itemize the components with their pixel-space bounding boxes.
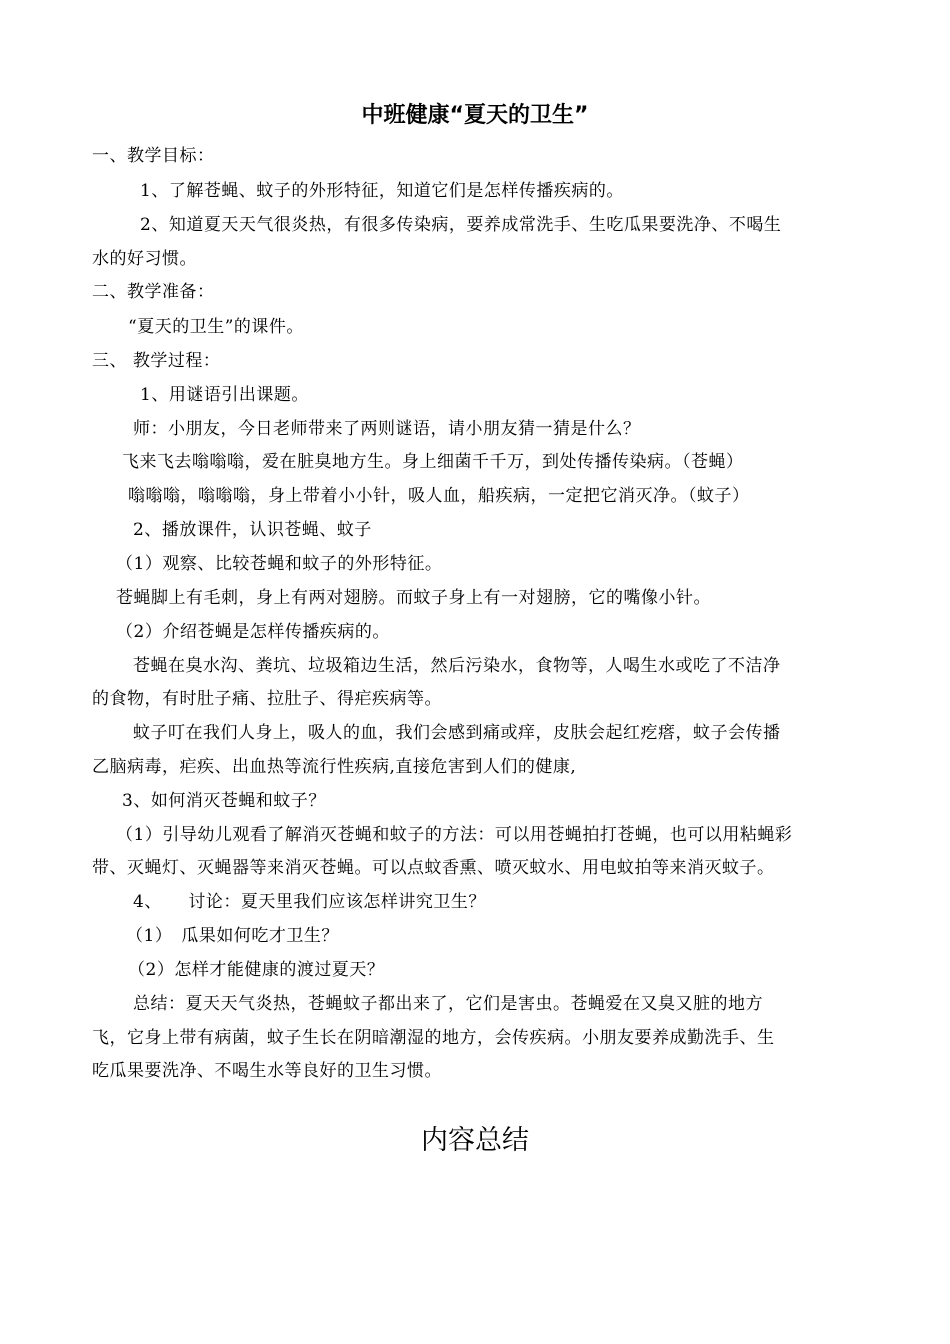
- discussion-question-2: （2）怎样才能健康的渡过夏天？: [128, 960, 385, 980]
- mosquito-disease-detail-continued: 乙脑病毒，疟疾、出血热等流行性疾病,直接危害到人们的健康,: [92, 757, 577, 777]
- preparation-item: “夏天的卫生”的课件。: [128, 317, 304, 337]
- teacher-intro: 师：小朋友，今日老师带来了两则谜语，请小朋友猜一猜是什么？: [133, 419, 641, 439]
- section-heading-process: 三、 教学过程：: [92, 351, 221, 371]
- elimination-methods: （1）引导幼儿观看了解消灭苍蝇和蚊子的方法：可以用苍蝇拍打苍蝇，也可以用粘蝇彩: [116, 825, 793, 845]
- fly-disease-detail-continued: 的食物，有时肚子痛、拉肚子、得疟疾病等。: [92, 689, 442, 709]
- substep-observe: （1）观察、比较苍蝇和蚊子的外形特征。: [116, 554, 443, 574]
- fly-disease-detail: 苍蝇在臭水沟、粪坑、垃圾箱边生活，然后污染水，食物等，人喝生水或吃了不洁净: [133, 656, 781, 676]
- document-title: 中班健康“夏天的卫生”: [361, 103, 589, 128]
- process-step-1: 1、用谜语引出课题。: [140, 385, 309, 405]
- riddle-mosquito: 嗡嗡嗡，嗡嗡嗡，身上带着小小针，吸人血，船疾病，一定把它消灭净。（蚊子）: [128, 486, 750, 506]
- section-heading-preparation: 二、教学准备：: [92, 282, 215, 302]
- goal-item-2-continued: 水的好习惯。: [92, 249, 197, 269]
- elimination-methods-continued: 带、灭蝇灯、灭蝇器等来消灭苍蝇。可以点蚊香熏、喷灭蚊水、用电蚊拍等来消灭蚊子。: [92, 858, 775, 878]
- summary-paragraph-line-2: 飞，它身上带有病菌，蚊子生长在阴暗潮湿的地方，会传疾病。小朋友要养成勤洗手、生: [92, 1028, 775, 1048]
- observe-detail: 苍蝇脚上有毛刺，身上有两对翅膀。而蚊子身上有一对翅膀，它的嘴像小针。: [116, 588, 711, 608]
- substep-fly-disease: （2）介绍苍蝇是怎样传播疾病的。: [116, 622, 390, 642]
- discussion-question-1: （1） 瓜果如何吃才卫生？: [126, 926, 339, 946]
- section-heading-goals: 一、教学目标：: [92, 146, 215, 166]
- summary-paragraph-line-1: 总结：夏天天气炎热，苍蝇蚊子都出来了，它们是害虫。苍蝇爱在又臭又脏的地方: [133, 994, 763, 1014]
- process-step-2: 2、播放课件，认识苍蝇、蚊子: [133, 520, 372, 540]
- content-summary-heading: 内容总结: [421, 1125, 529, 1156]
- goal-item-2: 2、知道夏天天气很炎热，有很多传染病，要养成常洗手、生吃瓜果要洗净、不喝生: [140, 215, 782, 235]
- riddle-fly: 飞来飞去嗡嗡嗡，爱在脏臭地方生。身上细菌千千万，到处传播传染病。（苍蝇）: [122, 452, 744, 472]
- goal-item-1: 1、了解苍蝇、蚊子的外形特征，知道它们是怎样传播疾病的。: [140, 181, 624, 201]
- process-step-3: 3、如何消灭苍蝇和蚊子？: [122, 791, 326, 811]
- mosquito-disease-detail: 蚊子叮在我们人身上，吸人的血，我们会感到痛或痒，皮肤会起红疙瘩，蚊子会传播: [133, 723, 781, 743]
- summary-paragraph-line-3: 吃瓜果要洗净、不喝生水等良好的卫生习惯。: [92, 1061, 442, 1081]
- process-step-4: 4、 讨论：夏天里我们应该怎样讲究卫生？: [133, 892, 486, 912]
